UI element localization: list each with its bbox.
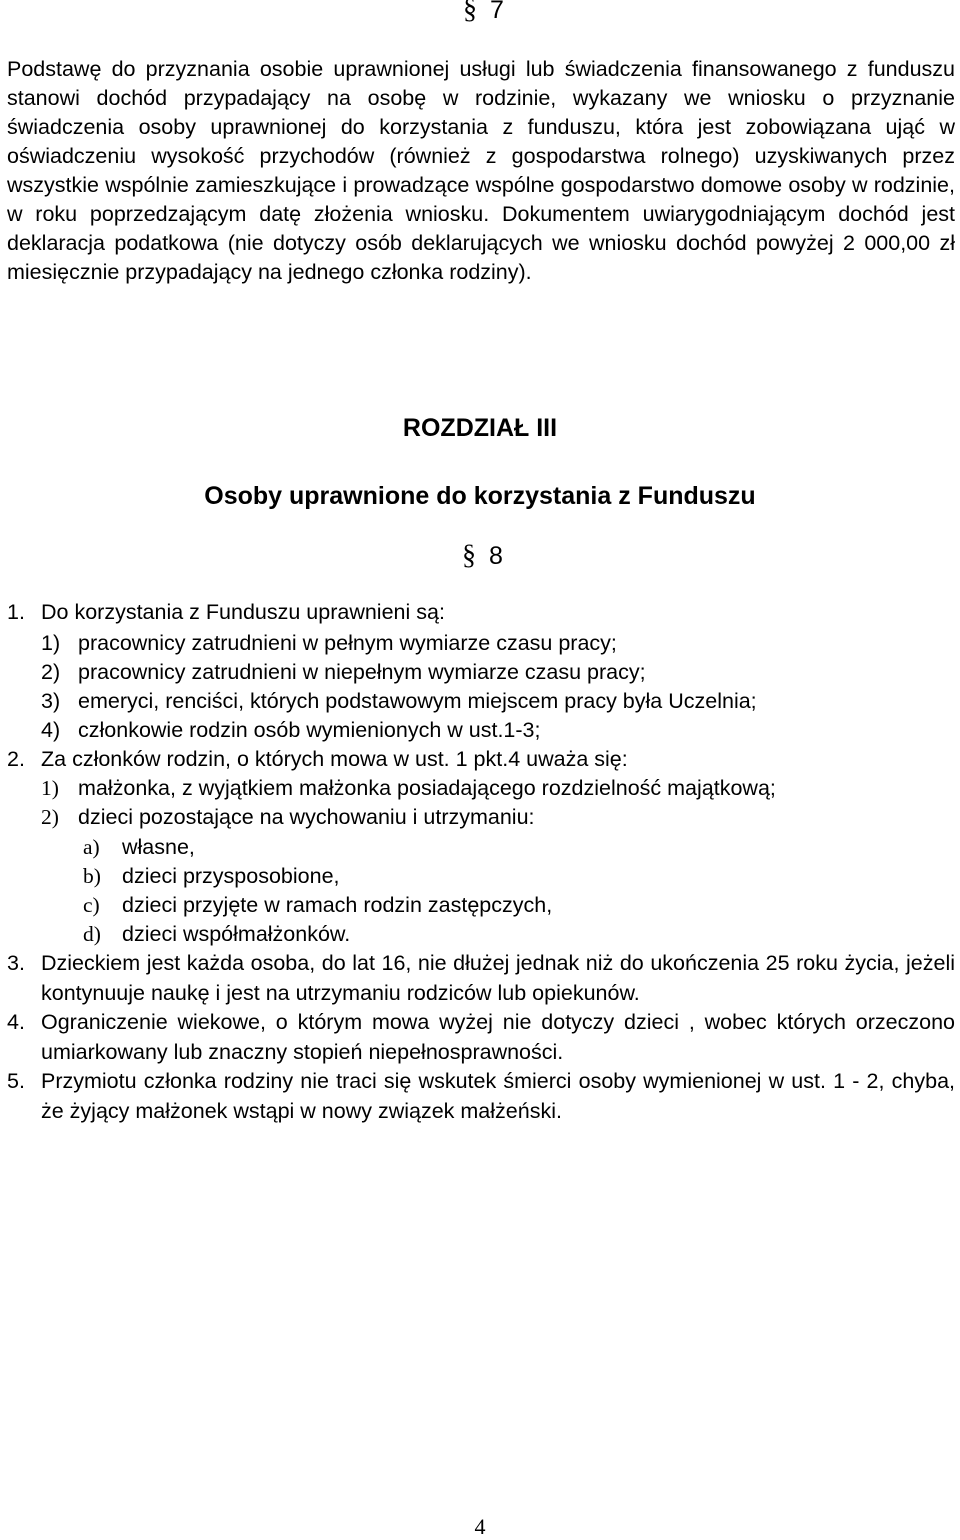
list-text: Za członków rodzin, o których mowa w ust. 1 pkt.4 uważa się:: [41, 747, 628, 771]
list-subitem: [41, 773, 776, 803]
list-number: 4): [41, 718, 61, 742]
list-number: 1): [41, 776, 59, 800]
list-number: d): [83, 922, 101, 946]
section-number: 7: [489, 0, 504, 24]
list-text: małżonka, z wyjątkiem małżonka posiadającego rozdzielność majątkową;: [78, 776, 776, 800]
section-7-paragraph: Podstawę do przyznania osobie uprawnionej usługi lub świadczenia finansowanego z funduszu stanowi dochód przypadający na osobę w rodzinie, wykazany we wniosku o przyznanie świadczenia osoby uprawnionej do korzystania z funduszu, która jest zobowiązana ująć w oświadczeniu wysokość przychodów (również z gospodarstwa rolnego) uzyskiwanych przez wszystkie wspólnie zamieszkujące i prowadzące wspólne gospodarstwo domowe osoby w rodzinie, w roku poprzedzającym datę złożenia wniosku. Dokumentem uwiarygodniającym dochód jest deklaracja podatkowa (nie dotyczy osób deklarujących we wniosku dochód powyżej 2 000,00 zł miesięcznie przypadający na jednego członka rodziny).: [7, 57, 955, 284]
list-number: b): [83, 864, 101, 888]
list-number: a): [83, 835, 100, 859]
list-letter-item: [83, 832, 195, 862]
page-number: 4: [474, 1514, 486, 1539]
chapter-title: ROZDZIAŁ III: [402, 414, 558, 442]
list-number: 3): [41, 689, 61, 713]
section-symbol: §: [462, 540, 476, 571]
list-text: pracownicy zatrudnieni w niepełnym wymiarze czasu pracy;: [78, 660, 646, 684]
list-letter-item: [83, 919, 351, 949]
list-text: Do korzystania z Funduszu uprawnieni są:: [41, 600, 445, 624]
list-number: 2.: [7, 747, 25, 771]
list-number: c): [83, 893, 100, 917]
section-7-heading: [463, 0, 504, 24]
list-number: 4.: [7, 1010, 25, 1034]
section-8-heading: [462, 542, 503, 570]
list-letter-item: [83, 890, 553, 920]
list-subitem: [41, 715, 541, 745]
list-number: 1.: [7, 600, 25, 624]
list-number: 2): [41, 660, 61, 684]
list-text: dzieci pozostające na wychowaniu i utrzymaniu:: [78, 805, 535, 829]
chapter-subtitle: Osoby uprawnione do korzystania z Funduszu: [204, 482, 756, 510]
list-text: dzieci przysposobione,: [122, 864, 340, 888]
list-item-4-text: Ograniczenie wiekowe, o którym mowa wyżej nie dotyczy dzieci , wobec których orzeczono umiarkowany lub znaczny stopień niepełnosprawności.: [41, 1010, 955, 1064]
list-text: członkowie rodzin osób wymienionych w ust.1-3;: [78, 718, 541, 742]
list-number: 3.: [7, 951, 25, 975]
list-item-2: [7, 744, 628, 774]
list-text: dzieci współmałżonków.: [122, 922, 351, 946]
section-symbol: §: [463, 0, 477, 25]
list-text: własne,: [122, 835, 195, 859]
list-subitem: [41, 657, 646, 687]
list-subitem: [41, 628, 617, 658]
list-number: 1): [41, 631, 61, 655]
list-item-3-text: Dzieckiem jest każda osoba, do lat 16, nie dłużej jednak niż do ukończenia 25 roku życia, jeżeli kontynuuje naukę i jest na utrzymaniu rodziców lub opiekunów.: [41, 951, 955, 1005]
section-number: 8: [488, 542, 503, 570]
list-letter-item: [83, 861, 340, 891]
list-subitem: [41, 802, 535, 832]
list-number: 5.: [7, 1069, 25, 1093]
list-item-5-text: Przymiotu członka rodziny nie traci się wskutek śmierci osoby wymienionej w ust. 1 - 2, chyba, że żyjący małżonek wstąpi w nowy związek małżeński.: [41, 1069, 955, 1123]
list-text: dzieci przyjęte w ramach rodzin zastępczych,: [122, 893, 553, 917]
list-item-1: [7, 597, 445, 627]
list-text: emeryci, renciści, których podstawowym miejscem pracy była Uczelnia;: [78, 689, 757, 713]
list-subitem: [41, 686, 757, 716]
list-text: pracownicy zatrudnieni w pełnym wymiarze czasu pracy;: [78, 631, 617, 655]
list-number: 2): [41, 805, 59, 829]
